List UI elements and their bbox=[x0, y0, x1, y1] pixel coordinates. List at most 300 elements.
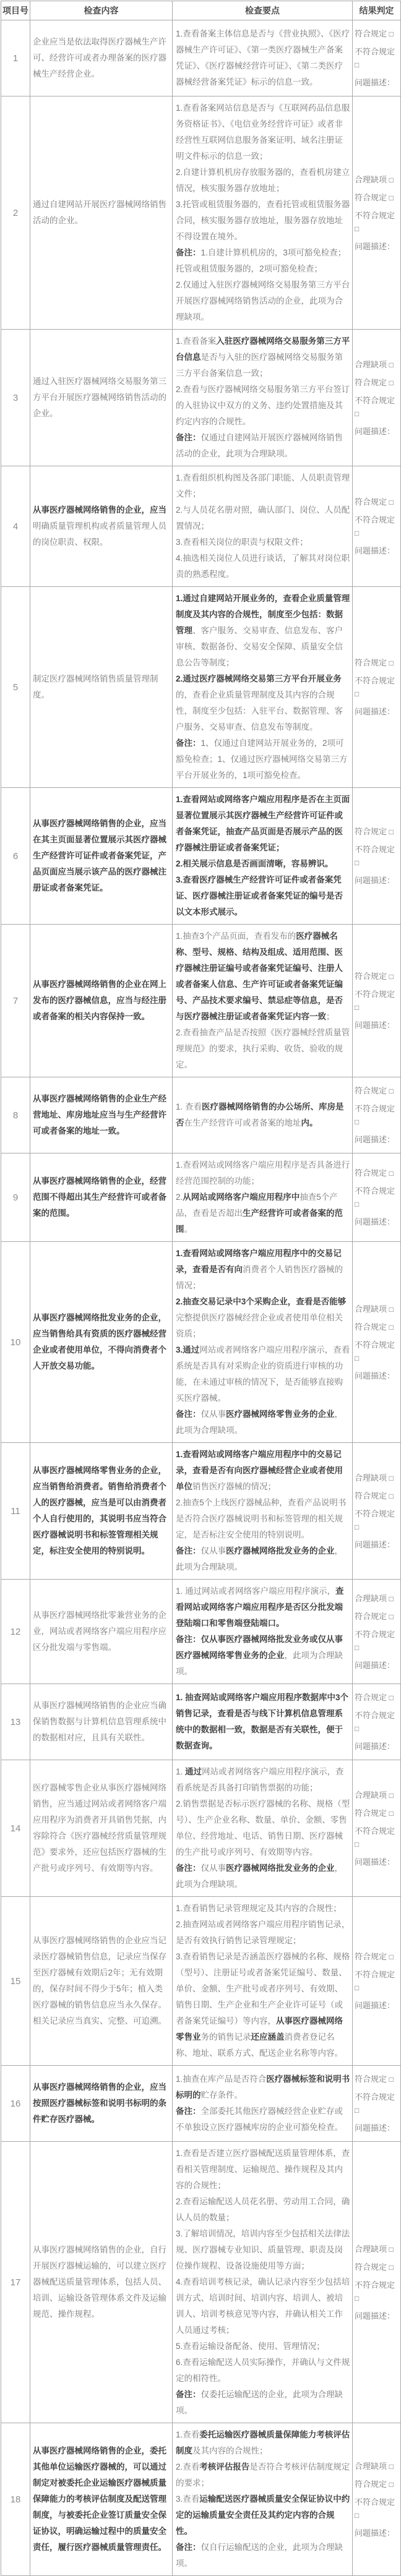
problem-description-label bbox=[355, 1215, 400, 1228]
result-cell bbox=[353, 925, 401, 1077]
result-option-label: 符合规定 bbox=[355, 1952, 387, 1961]
result-option bbox=[355, 2243, 400, 2256]
result-option-label: 符合规定 bbox=[355, 827, 387, 836]
point-paragraph: 3.查看销售记录是否涵盖医疗器械的名称、规格（型号）、注册证号或者备案凭证编号、数量、单价、金额、生产批号或者序列号、有效期、销售日期、生产企业和生产企业许可证号（或者备案凭证编号）等内容，从事医疗器械网络零售业务的销售记录还应涵盖消费者登记名称、地址、联系方式、配送企业名称等内容。 bbox=[176, 1952, 350, 2058]
content-paragraph: 从事医疗器械网络销售的企业在网上发布的医疗器械信息，应当与经注册或者备案的相关内容保持一致。 bbox=[33, 980, 166, 1021]
result-option bbox=[355, 394, 400, 421]
result-option-label: 合理缺项 bbox=[355, 2461, 387, 2471]
checkbox-icon[interactable]: □ bbox=[355, 224, 360, 233]
result-option bbox=[355, 1691, 400, 1705]
checkbox-icon[interactable]: □ bbox=[389, 1791, 394, 1800]
table-row bbox=[1, 2142, 401, 2423]
result-option bbox=[355, 2496, 400, 2522]
checkbox-icon[interactable]: □ bbox=[355, 1522, 360, 1531]
result-option bbox=[355, 2073, 400, 2086]
result-option bbox=[355, 1789, 400, 1802]
content-paragraph: 从事医疗器械网络销售的企业应当确保销售数据与计算机信息管理系统中的数据相对应，且具有关联性。 bbox=[33, 1701, 166, 1742]
point-paragraph: 备注：仅从事医疗器械网络批发业务的企业，此项为合理缺项。 bbox=[176, 1546, 343, 1572]
point-paragraph: 5.查看运输设备配备、使用、管理情况； bbox=[176, 2342, 325, 2351]
result-option-label: 符合规定 bbox=[355, 1491, 387, 1500]
point-paragraph: 3.查看运输配送医疗器械质量安全保证协议中约定的运输质量安全责任及其约定内容的合规性。 bbox=[176, 2494, 350, 2536]
result-cell bbox=[353, 587, 401, 788]
result-option bbox=[355, 2279, 400, 2305]
result-option-label: 符合规定 bbox=[355, 2262, 387, 2272]
content-paragraph: 制定医疗器械网络销售质量管理制度。 bbox=[33, 674, 158, 700]
problem-description-label bbox=[355, 2527, 400, 2540]
checkbox-icon[interactable]: □ bbox=[389, 2462, 394, 2471]
result-option-label: 不符合规定 bbox=[355, 1970, 395, 1979]
result-option bbox=[355, 970, 400, 983]
table-row bbox=[1, 587, 401, 788]
point-paragraph: 1.查看备案入驻医疗器械网络交易服务第三方平台信息是否与入驻的医疗器械网络交易服务第三方平台备案信息一致； bbox=[176, 336, 350, 378]
inspection-content-cell bbox=[30, 788, 173, 925]
checkbox-icon[interactable]: □ bbox=[389, 659, 394, 667]
result-option-label: 问题描述： bbox=[355, 2528, 395, 2538]
result-option-label: 合理缺项 bbox=[355, 1473, 387, 1483]
table-header-row bbox=[1, 1, 401, 20]
inspection-points-cell bbox=[173, 788, 353, 925]
content-paragraph: 从事医疗器械网络销售的企业，委托其他单位运输医疗器械的，可以通过制定对被委托企业运输医疗器械质量保障能力的考核评估制度及配送管理制度，与被委托企业签订质量安全保证协议，明确运输过程中的质量安全责任，履行医疗器械质量管理责任。 bbox=[33, 2446, 166, 2552]
result-option bbox=[355, 1807, 400, 1820]
checkbox-icon[interactable]: □ bbox=[389, 1953, 394, 1961]
checkbox-icon[interactable]: □ bbox=[355, 529, 360, 537]
inspection-content-cell bbox=[30, 1760, 173, 1897]
checkbox-icon[interactable]: □ bbox=[389, 972, 394, 981]
point-paragraph: 1.查看网站或网络客户端应用程序是否具备进行经营范围控制的功能； bbox=[176, 1160, 350, 1186]
result-option-label: 问题描述： bbox=[355, 546, 395, 555]
table-row bbox=[1, 1077, 401, 1153]
result-option-label: 不符合规定 bbox=[355, 1629, 395, 1639]
point-paragraph: 2.查看运输配送人员花名册、劳动用工合同，确认人员的数量； bbox=[176, 2197, 350, 2222]
checkbox-icon[interactable]: □ bbox=[389, 1612, 394, 1621]
result-option-label: 问题描述： bbox=[355, 1857, 395, 1867]
result-option bbox=[355, 1825, 400, 1851]
result-option-label: 不符合规定 bbox=[355, 47, 395, 56]
result-option-label: 不符合规定 bbox=[355, 1186, 395, 1196]
result-option-label: 符合规定 bbox=[355, 658, 387, 667]
point-paragraph: 2.通过医疗器械网络交易第三方平台开展业务的，查看企业质量管理制度及其内容的合规性，制度至少包括：入驻平台、数据管理、客户服务、交易审查、信息发布等制度。 bbox=[176, 674, 343, 732]
checkbox-icon[interactable]: □ bbox=[355, 2293, 360, 2303]
result-cell bbox=[353, 1153, 401, 1242]
inspection-points-cell bbox=[173, 925, 353, 1077]
item-number-cell: 14 bbox=[1, 1760, 30, 1897]
result-option bbox=[355, 1303, 400, 1316]
point-paragraph: 3.查看相关岗位的职责与权限文件； bbox=[176, 537, 308, 547]
point-paragraph: 4.查看培训考核记录，确认记录内容至少包括培训方式、培训时间、培训内容、培训人、被培训人、培训考核意见等内容，并确认相关工作人员通过考核； bbox=[176, 2277, 350, 2335]
result-cell bbox=[353, 1077, 401, 1153]
content-paragraph: 从事医疗器械网络销售的企业应当记录医疗器械销售信息，记录应当保存至医疗器械有效期后2年；无有效期的，保存时间不得少于5年；植入类医疗器械的销售信息应当永久保存。相关记录应当真实、完整、可追溯。 bbox=[33, 1936, 166, 2026]
result-option-label: 不符合规定 bbox=[355, 395, 395, 405]
result-option-label: 问题描述： bbox=[355, 241, 395, 251]
result-option-label: 不符合规定 bbox=[355, 845, 395, 854]
inspection-content-cell bbox=[30, 1684, 173, 1760]
item-number-cell: 12 bbox=[1, 1580, 30, 1684]
content-paragraph: 从事医疗器械网络批发业务的企业，应当销售给具有资质的医疗器械经营企业或者使用单位，不得向消费者个人开放交易功能。 bbox=[33, 1313, 166, 1371]
result-option-label: 合理缺项 bbox=[355, 1593, 387, 1603]
checkbox-icon[interactable]: □ bbox=[389, 360, 394, 369]
point-paragraph: 2.仅通过入驻医疗器械网络交易服务第三方平台开展医疗器械网络销售活动的企业，此项为合理缺项。 bbox=[176, 280, 350, 322]
point-paragraph: 4.抽选相关岗位人员进行谈话，了解其对岗位职责的熟悉程度。 bbox=[176, 554, 350, 579]
content-paragraph: 通过自建网站开展医疗器械网络销售活动的企业。 bbox=[33, 200, 166, 225]
result-option bbox=[355, 376, 400, 390]
table-row bbox=[1, 1443, 401, 1580]
result-cell bbox=[353, 788, 401, 925]
problem-description-label bbox=[355, 1659, 400, 1672]
inspection-points-cell bbox=[173, 1153, 353, 1242]
checkbox-icon[interactable]: □ bbox=[355, 858, 360, 867]
checkbox-icon[interactable]: □ bbox=[355, 1839, 360, 1849]
result-option bbox=[355, 1507, 400, 1534]
inspection-points-cell bbox=[173, 1897, 353, 2066]
inspection-points-cell bbox=[173, 2066, 353, 2142]
result-option bbox=[355, 495, 400, 509]
inspection-content-cell bbox=[30, 330, 173, 466]
problem-description-label bbox=[355, 705, 400, 718]
problem-description-label bbox=[355, 2309, 400, 2322]
point-paragraph: 6.查看运输配送人员实际操作，并确认与文件规定的相符性。 bbox=[176, 2358, 350, 2383]
content-paragraph: 企业应当是依法取得医疗器械生产许可、经营许可或者办理备案的医疗器械生产经营企业。 bbox=[33, 37, 166, 79]
result-option-label: 问题描述： bbox=[355, 707, 395, 716]
result-option-label: 问题描述： bbox=[355, 426, 395, 436]
inspection-content-cell bbox=[30, 2423, 173, 2576]
point-paragraph: 备注：全部委托其他医疗器械经营企业贮存或不单独设立医疗器械库房的企业可豁免检查。 bbox=[176, 2107, 343, 2132]
point-paragraph: 3.了解培训情况，培训内容至少包括相关法律法规、医疗器械专业知识、质量管理、职责及岗位操作规程、设备设施使用等方面； bbox=[176, 2229, 350, 2270]
content-paragraph: 医疗器械零售企业从事医疗器械网络销售，应当通过网站或者网络客户端应用程序为消费者开具销售凭据，内容除符合《医疗器械经营质量管理规范》要求外，还应包括医疗器械的生产批号或序列号、有效期等内容。 bbox=[33, 1783, 166, 1873]
checkbox-icon[interactable]: □ bbox=[355, 1003, 360, 1012]
content-paragraph: 通过入驻医疗器械网络交易服务第三方平台开展医疗器械网络销售活动的企业。 bbox=[33, 377, 166, 418]
item-number-cell: 5 bbox=[1, 587, 30, 788]
checkbox-icon[interactable]: □ bbox=[389, 30, 394, 38]
result-option-label: 合理缺项 bbox=[355, 1304, 387, 1314]
result-cell bbox=[353, 20, 401, 96]
checkbox-icon[interactable]: □ bbox=[389, 1087, 394, 1095]
result-option-label: 问题描述： bbox=[355, 876, 395, 885]
result-option-label: 问题描述： bbox=[355, 1371, 395, 1380]
result-cell bbox=[353, 1242, 401, 1443]
inspection-points-cell bbox=[173, 330, 353, 466]
problem-description-label bbox=[355, 425, 400, 438]
result-option-label: 符合规定 bbox=[355, 1168, 387, 1178]
point-paragraph: 备注：1、仅通过自建网站开展业务的，2项可豁免检查；1、仅通过医疗器械网络交易第三方平台开展业务的，1项可豁免检查。 bbox=[176, 738, 348, 780]
result-cell bbox=[353, 330, 401, 466]
table-row bbox=[1, 330, 401, 466]
result-option-label: 问题描述： bbox=[355, 1539, 395, 1549]
point-paragraph: 3.查看医疗器械生产经营许可证件或者备案凭证、医疗器械注册证或者备案凭证的编号是否以文本形式展示。 bbox=[176, 875, 343, 917]
inspection-content-cell bbox=[30, 1153, 173, 1242]
item-number-cell: 7 bbox=[1, 925, 30, 1077]
checkbox-icon[interactable]: □ bbox=[389, 2262, 394, 2272]
content-paragraph: 从事医疗器械网络销售的企业，应当按照医疗器械标签和说明书标明的条件贮存医疗器械。 bbox=[33, 2082, 166, 2124]
table-row bbox=[1, 1242, 401, 1443]
result-option-label: 问题描述： bbox=[355, 2311, 395, 2321]
result-option bbox=[355, 988, 400, 1014]
table-row bbox=[1, 925, 401, 1077]
inspection-content-cell bbox=[30, 1242, 173, 1443]
result-option-label: 不符合规定 bbox=[355, 676, 395, 685]
result-option bbox=[355, 1471, 400, 1485]
point-paragraph: 1. 通过网站或者网络客户端应用程序演示，查看系统是否具备打印销售票据的功能； bbox=[176, 1767, 344, 1792]
checkbox-icon[interactable]: □ bbox=[389, 2075, 394, 2084]
point-paragraph: 1.查看网站或网络客户端应用程序是否在主页面显著位置展示其医疗器械生产经营许可证件或者备案凭证，抽查产品页面是否展示产品的医疗器械注册证或者备案凭证； bbox=[176, 795, 350, 852]
result-option-label: 不符合规定 bbox=[355, 1340, 395, 1350]
result-cell bbox=[353, 1760, 401, 1897]
result-option-label: 合理缺项 bbox=[355, 174, 387, 184]
point-paragraph: 2.与人员花名册对照，确认部门、岗位、人员配置情况； bbox=[176, 505, 350, 531]
content-paragraph: 从事医疗器械网络销售的企业生产经营地址、库房地址应当与生产经营许可或者备案的地址一致。 bbox=[33, 1094, 166, 1136]
result-option-label: 问题描述： bbox=[355, 1660, 395, 1670]
result-option-label: 合理缺项 bbox=[355, 2244, 387, 2254]
checkbox-icon[interactable]: □ bbox=[389, 1322, 394, 1332]
table-row bbox=[1, 2423, 401, 2576]
result-option bbox=[355, 173, 400, 187]
result-option-label: 不符合规定 bbox=[355, 1826, 395, 1836]
table-row bbox=[1, 1580, 401, 1684]
point-paragraph: 1. 查看医疗器械网络销售的办公场所、库房是否在生产经营许可或者备案的地址内。 bbox=[176, 1102, 344, 1128]
column-header-result-judgement: 结果判定 bbox=[353, 1, 401, 20]
point-paragraph: 1. 通过网站或者网络客户端应用程序演示，查看网站或网络客户端应用程序是否区分批发端登陆端口和零售端登陆端口。 bbox=[176, 1586, 344, 1628]
point-paragraph: 1.抽查在库产品是否符合医疗器械标签和说明书标明的贮存条件。 bbox=[176, 2074, 350, 2100]
checkbox-icon[interactable]: □ bbox=[355, 1983, 360, 1992]
problem-description-label bbox=[355, 76, 400, 89]
result-option-label: 符合规定 bbox=[355, 377, 387, 387]
result-option bbox=[355, 1320, 400, 1334]
checkbox-icon[interactable]: □ bbox=[389, 1693, 394, 1702]
point-paragraph: 备注：仅从事医疗器械网络批发业务的企业，此项为合理缺项。 bbox=[176, 1864, 343, 1889]
result-option bbox=[355, 1968, 400, 1995]
result-option-label: 符合规定 bbox=[355, 1086, 387, 1095]
checkbox-icon[interactable]: □ bbox=[355, 61, 360, 69]
inspection-content-cell bbox=[30, 1077, 173, 1153]
item-number-cell: 15 bbox=[1, 1897, 30, 2066]
content-paragraph: 从事医疗器械网络销售的企业，经营范围不得超出其生产经营许可或者备案的范围。 bbox=[33, 1176, 166, 1218]
problem-description-label bbox=[355, 1999, 400, 2012]
result-option bbox=[355, 674, 400, 701]
point-paragraph: 1.查看销售记录管理规定及其内容的合规性； bbox=[176, 1904, 342, 1913]
point-paragraph: 1.查看网站或网络客户端应用程序中的交易记录，查看是否有向消费者个人销售医疗器械的情况； bbox=[176, 1249, 343, 1290]
point-paragraph: 1.查看网站或网络客户端应用程序中的交易记录，查看是否有向医疗器械经营企业或者使用单位销售医疗器械的情况； bbox=[176, 1450, 343, 1491]
result-option-label: 合理缺项 bbox=[355, 359, 387, 369]
result-option bbox=[355, 825, 400, 839]
item-number-cell: 2 bbox=[1, 96, 30, 330]
checkbox-icon[interactable]: □ bbox=[389, 1169, 394, 1178]
checkbox-icon[interactable]: □ bbox=[355, 1118, 360, 1126]
item-number-cell: 8 bbox=[1, 1077, 30, 1153]
inspection-content-cell bbox=[30, 1443, 173, 1580]
checkbox-icon[interactable]: □ bbox=[389, 1304, 394, 1314]
checkbox-icon[interactable]: □ bbox=[389, 828, 394, 836]
checkbox-icon[interactable]: □ bbox=[389, 1808, 394, 1818]
result-option-label: 不符合规定 bbox=[355, 2497, 395, 2507]
point-paragraph: 2.相关展示信息是否画面清晰，容易辨识。 bbox=[176, 859, 334, 868]
column-header-inspection-content: 检查内容 bbox=[30, 1, 173, 20]
result-option bbox=[355, 358, 400, 372]
result-option-label: 不符合规定 bbox=[355, 990, 395, 999]
point-paragraph: 1.查看委托运输医疗器械质量保障能力考核评估制度及其内容的合规性； bbox=[176, 2430, 350, 2455]
result-option-label: 符合规定 bbox=[355, 29, 387, 38]
point-paragraph: 2.查看与医疗器械网络交易服务第三方平台签订的入驻协议中双方的义务、违约处置措施及其约定内容的合规性。 bbox=[176, 385, 350, 426]
result-option bbox=[355, 1950, 400, 1964]
result-option bbox=[355, 27, 400, 41]
result-option bbox=[355, 2460, 400, 2473]
result-option bbox=[355, 2261, 400, 2274]
inspection-content-cell bbox=[30, 2066, 173, 2142]
table-row bbox=[1, 788, 401, 925]
problem-description-label bbox=[355, 1855, 400, 1868]
result-option-label: 符合规定 bbox=[355, 497, 387, 507]
content-paragraph: 从事医疗器械网络销售的企业，应当明确质量管理机构或者质量管理人员的岗位职责、权限。 bbox=[33, 505, 166, 547]
checkbox-icon[interactable]: □ bbox=[355, 1200, 360, 1209]
point-paragraph: 备注：仅从事医疗器械网络零售业务的企业，此项为合理缺项。 bbox=[176, 1410, 343, 1435]
result-option-label: 符合规定 bbox=[355, 2074, 387, 2084]
inspection-points-cell bbox=[173, 1760, 353, 1897]
checkbox-icon[interactable]: □ bbox=[389, 498, 394, 507]
result-option-label: 问题描述： bbox=[355, 78, 395, 87]
checkbox-icon[interactable]: □ bbox=[389, 1594, 394, 1603]
checkbox-icon[interactable]: □ bbox=[355, 2106, 360, 2115]
inspection-points-cell bbox=[173, 1077, 353, 1153]
result-option-label: 不符合规定 bbox=[355, 2280, 395, 2290]
result-option-label: 问题描述： bbox=[355, 1742, 395, 1751]
problem-description-label bbox=[355, 544, 400, 557]
inspection-checklist-table bbox=[1, 1, 401, 2576]
table-body bbox=[1, 20, 401, 2576]
result-option-label: 不符合规定 bbox=[355, 1508, 395, 1518]
result-option bbox=[355, 843, 400, 870]
inspection-content-cell bbox=[30, 1897, 173, 2066]
inspection-content-cell bbox=[30, 96, 173, 330]
result-option-label: 符合规定 bbox=[355, 1693, 387, 1702]
point-paragraph: 3.通过网站或者网络客户端应用程序演示，查看系统是否具有对采购企业的资质进行审核的功能，在未通过审核的情况下，是否能够直接购买医疗器械。 bbox=[176, 1345, 350, 1403]
result-option-label: 问题描述： bbox=[355, 1021, 395, 1030]
item-number-cell: 1 bbox=[1, 20, 30, 96]
table-row bbox=[1, 20, 401, 96]
result-option bbox=[355, 191, 400, 205]
table-row bbox=[1, 96, 401, 330]
inspection-points-cell bbox=[173, 1242, 353, 1443]
result-option bbox=[355, 656, 400, 670]
result-cell bbox=[353, 1684, 401, 1760]
inspection-content-cell bbox=[30, 925, 173, 1077]
inspection-points-cell bbox=[173, 2423, 353, 2576]
result-option-label: 不符合规定 bbox=[355, 1711, 395, 1720]
point-paragraph: 1.查看组织机构图及各部门职能、人员职责管理文件； bbox=[176, 473, 350, 499]
result-option-label: 符合规定 bbox=[355, 1322, 387, 1332]
result-option-label: 问题描述： bbox=[355, 1217, 395, 1226]
point-paragraph: 1. 抽查网站或网络客户端应用程序数据库中3个销售记录，查看是否与线下计算机信息管理系统中的数据相一致，数据是否有关联性，便于数据查询。 bbox=[176, 1693, 349, 1750]
checkbox-icon[interactable]: □ bbox=[355, 1353, 360, 1363]
result-option-label: 合理缺项 bbox=[355, 1790, 387, 1800]
checkbox-icon[interactable]: □ bbox=[389, 193, 394, 202]
checkbox-icon[interactable]: □ bbox=[389, 1473, 394, 1483]
result-option bbox=[355, 45, 400, 72]
result-option-label: 问题描述： bbox=[355, 2123, 395, 2133]
point-paragraph: 2.从网站或网络客户端应用程序中抽查5个产品，查看是否超出生产经营许可或者备案的范围。 bbox=[176, 1192, 343, 1234]
content-paragraph: 从事医疗器械网络销售的企业，自行开展医疗器械运输的，可以建立医疗器械配送质量管理体系，包括人员、培训、运输设备管理体系文件及运输规范、操作规程。 bbox=[33, 2245, 166, 2319]
result-cell bbox=[353, 1443, 401, 1580]
column-header-item-number: 项目号 bbox=[1, 1, 30, 20]
item-number-cell: 11 bbox=[1, 1443, 30, 1580]
result-option-label: 符合规定 bbox=[355, 1808, 387, 1818]
item-number-cell: 18 bbox=[1, 2423, 30, 2576]
table-row bbox=[1, 466, 401, 587]
result-option bbox=[355, 1166, 400, 1180]
checkbox-icon[interactable]: □ bbox=[355, 409, 360, 418]
checkbox-icon[interactable]: □ bbox=[389, 2480, 394, 2489]
result-option-label: 符合规定 bbox=[355, 2479, 387, 2489]
inspection-content-cell bbox=[30, 466, 173, 587]
checkbox-icon[interactable]: □ bbox=[355, 690, 360, 698]
point-paragraph: 1.查看是否建立医疗器械配送质量管理体系，查看相关管理制度、运输规范、操作规程及其内容的合规性； bbox=[176, 2149, 350, 2190]
result-option-label: 不符合规定 bbox=[355, 2092, 395, 2102]
result-option-label: 问题描述： bbox=[355, 1135, 395, 1144]
result-option-label: 不符合规定 bbox=[355, 210, 395, 220]
table-row bbox=[1, 1897, 401, 2066]
inspection-content-cell bbox=[30, 20, 173, 96]
item-number-cell: 3 bbox=[1, 330, 30, 466]
point-paragraph: 备注：仅从事医疗器械网络批发业务或仅从事医疗器械网络零售业务的企业，此项为合理缺项。 bbox=[176, 1635, 343, 1676]
problem-description-label bbox=[355, 1369, 400, 1382]
table-row bbox=[1, 1760, 401, 1897]
point-paragraph: 3.托管或租赁服务器的，查看托管或租赁服务器合同，核实服务器存放地址，服务器存放地址不得设置在境外。 bbox=[176, 200, 350, 241]
result-option bbox=[355, 1102, 400, 1129]
problem-description-label bbox=[355, 2121, 400, 2134]
result-cell bbox=[353, 466, 401, 587]
result-cell bbox=[353, 2423, 401, 2576]
problem-description-label bbox=[355, 1538, 400, 1551]
checkbox-icon[interactable]: □ bbox=[389, 2244, 394, 2254]
checkbox-icon[interactable]: □ bbox=[389, 378, 394, 387]
table-row bbox=[1, 2066, 401, 2142]
result-option bbox=[355, 2478, 400, 2491]
result-option bbox=[355, 1084, 400, 1098]
column-header-inspection-points: 检查要点 bbox=[173, 1, 353, 20]
result-option bbox=[355, 1628, 400, 1654]
checkbox-icon[interactable]: □ bbox=[389, 175, 394, 184]
point-paragraph: 备注：仅通过自建网站开展医疗器械网络销售活动的企业，此项为合理缺项。 bbox=[176, 433, 343, 458]
result-option-label: 符合规定 bbox=[355, 1611, 387, 1621]
result-option bbox=[355, 209, 400, 236]
item-number-cell: 10 bbox=[1, 1242, 30, 1443]
result-option bbox=[355, 513, 400, 540]
result-option bbox=[355, 1489, 400, 1503]
checkbox-icon[interactable]: □ bbox=[355, 2510, 360, 2520]
point-paragraph: 2.抽查网站或者网络客户端应用程序销售记录，是否有效执行销售记录管理规定； bbox=[176, 1920, 350, 1945]
result-cell bbox=[353, 1580, 401, 1684]
point-paragraph: 2.抽查交易记录中3个采购企业，查看是否能够完整提供医疗器械经营企业或者使用单位相关资质； bbox=[176, 1297, 347, 1338]
checkbox-icon[interactable]: □ bbox=[355, 1643, 360, 1652]
checkbox-icon[interactable]: □ bbox=[355, 1724, 360, 1733]
checkbox-icon[interactable]: □ bbox=[389, 1491, 394, 1500]
inspection-points-cell bbox=[173, 1443, 353, 1580]
point-paragraph: 2.查看抽查产品是否按照《医疗器械经营质量管理规范》的要求，执行采购、收货、验收的规定。 bbox=[176, 1028, 350, 1069]
result-option bbox=[355, 1709, 400, 1735]
point-paragraph: 1.查看备案网站信息是否与《互联网药品信息服务资格证书》、《电信业务经营许可证》或者非经营性互联网信息服务备案证明、域名注册证明文件标示的信息一致； bbox=[176, 103, 350, 161]
inspection-points-cell bbox=[173, 20, 353, 96]
item-number-cell: 13 bbox=[1, 1684, 30, 1760]
point-paragraph: 备注：1.自建计算机机房的，3项可豁免检查；托管或租赁服务器的，2项可豁免检查； bbox=[176, 248, 347, 273]
content-paragraph: 从事医疗器械网络零售业务的企业，应当销售给消费者。销售给消费者个人的医疗器械，应当是可以由消费者个人自行使用的，其说明书应当符合医疗器械说明书和标签管理相关规定，标注安全使用的特别说明。 bbox=[33, 1466, 166, 1555]
point-paragraph: 2.自建计算机机房存放服务器的，查看机房建立情况，核实服务器存放地址； bbox=[176, 168, 350, 193]
inspection-points-cell bbox=[173, 466, 353, 587]
inspection-points-cell bbox=[173, 1580, 353, 1684]
point-paragraph: 备注：仅自行运输配送的企业，此项为合理缺项。 bbox=[176, 2543, 343, 2568]
item-number-cell: 16 bbox=[1, 2066, 30, 2142]
point-paragraph: 1.查看备案主体信息是否与《营业执照》、《医疗器械生产许可证》、《第一类医疗器械生产备案凭证》、《医疗器械经营许可证》、《第二类医疗器械经营备案凭证》标示的信息一致。 bbox=[176, 29, 350, 87]
point-paragraph: 2.查看考核评估报告是否符合考核评估制度规定的要求； bbox=[176, 2462, 350, 2488]
point-paragraph: 2.抽查5个上线医疗器械品种，查看产品说明书是否符合医疗器械说明书和标签管理的相关规定，是否标注安全使用的特别说明。 bbox=[176, 1498, 347, 1539]
result-option bbox=[355, 1592, 400, 1606]
result-cell bbox=[353, 96, 401, 330]
